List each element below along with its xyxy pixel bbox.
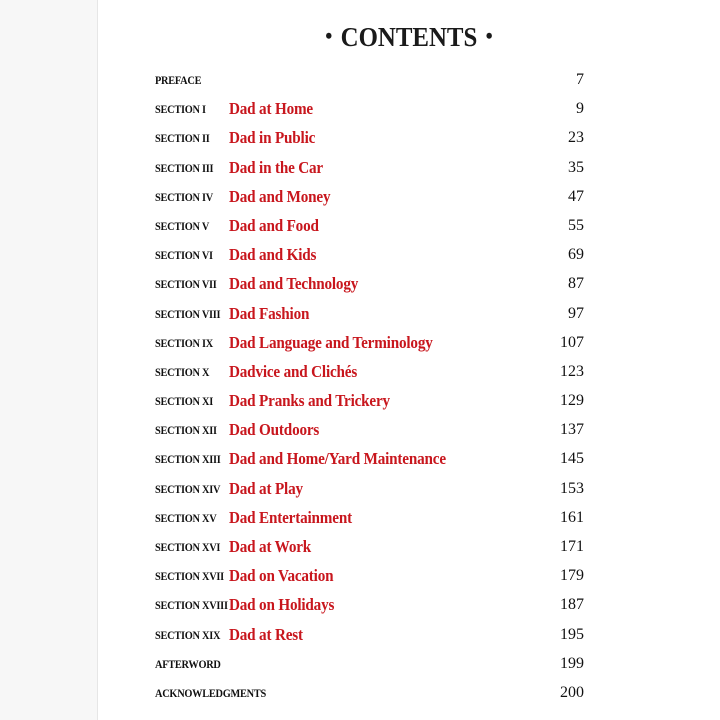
toc-entry	[98, 361, 720, 390]
toc-entry	[98, 507, 720, 536]
section-label: SECTION I	[155, 104, 206, 117]
section-title: Dad Outdoors	[229, 420, 320, 440]
toc-entry	[98, 594, 720, 623]
toc-entry	[98, 536, 720, 565]
section-label: SECTION III	[155, 162, 214, 175]
toc-entry	[98, 478, 720, 507]
page-number: 153	[560, 479, 584, 497]
section-label: SECTION VIII	[155, 308, 221, 321]
section-title: Dad at Home	[229, 99, 313, 119]
section-label: SECTION XIII	[155, 454, 221, 467]
toc-entry	[98, 303, 720, 332]
toc-entry	[98, 98, 720, 127]
section-label: SECTION XV	[155, 512, 217, 525]
toc-entry	[98, 448, 720, 477]
section-title: Dad Language and Terminology	[229, 332, 433, 352]
section-title: Dad in the Car	[229, 157, 323, 177]
toc-entry	[98, 127, 720, 156]
section-label: SECTION XIX	[155, 629, 221, 642]
title-bullet-left: •	[325, 23, 333, 48]
section-title: Dad and Home/Yard Maintenance	[229, 449, 446, 469]
page-title	[123, 22, 695, 53]
section-label: ACKNOWLEDGMENTS	[155, 687, 266, 700]
toc-entry	[98, 186, 720, 215]
section-label: SECTION II	[155, 133, 210, 146]
section-title: Dad at Work	[229, 537, 312, 556]
page-number: 23	[568, 129, 584, 147]
section-label: SECTION IV	[155, 191, 213, 204]
toc-entry	[98, 682, 720, 711]
page-number: 87	[568, 275, 584, 293]
section-label: SECTION VI	[155, 250, 213, 263]
toc-entry	[98, 624, 720, 653]
page-number: 145	[560, 450, 584, 468]
page-number: 9	[576, 100, 584, 118]
page-number: 7	[576, 71, 584, 88]
section-label: SECTION IX	[155, 337, 213, 350]
page-number: 171	[560, 538, 584, 555]
section-label: SECTION XVII	[155, 571, 224, 584]
section-label: AFTERWORD	[155, 658, 221, 671]
section-title: Dad Entertainment	[229, 507, 352, 527]
section-title: Dad Pranks and Trickery	[229, 391, 390, 411]
section-title: Dad in Public	[229, 128, 316, 148]
page-number: 137	[560, 421, 584, 439]
page-number: 187	[560, 596, 584, 614]
section-title: Dad on Vacation	[229, 566, 334, 586]
table-of-contents	[98, 69, 720, 711]
toc-entry	[98, 419, 720, 448]
section-label: SECTION XVI	[155, 542, 221, 554]
section-title: Dad Fashion	[229, 303, 310, 323]
section-title: Dadvice and Clichés	[229, 361, 358, 381]
contents-heading: CONTENTS	[340, 22, 478, 52]
page-number: 107	[560, 333, 584, 351]
page-number: 129	[560, 392, 584, 410]
page-number: 161	[560, 508, 584, 526]
section-label: SECTION XVIII	[155, 600, 228, 613]
section-label: SECTION V	[155, 220, 210, 233]
toc-entry	[98, 390, 720, 419]
title-bullet-right: •	[485, 23, 493, 48]
page-number: 195	[560, 625, 584, 643]
page-number: 55	[568, 216, 584, 234]
page-number: 123	[560, 362, 584, 380]
page-number: 199	[560, 654, 584, 672]
section-title: Dad at Play	[229, 478, 303, 498]
section-label: SECTION X	[155, 366, 210, 379]
page-number: 35	[568, 158, 584, 176]
section-label: SECTION XI	[155, 396, 213, 409]
toc-entry	[98, 565, 720, 594]
page-number: 179	[560, 567, 584, 585]
section-label: SECTION XIV	[155, 483, 221, 496]
book-page	[98, 0, 720, 720]
section-label: PREFACE	[155, 75, 202, 87]
section-title: Dad and Food	[229, 215, 319, 235]
page-number: 97	[568, 304, 584, 322]
section-title: Dad on Holidays	[229, 595, 335, 615]
toc-entry	[98, 69, 720, 98]
toc-entry	[98, 653, 720, 682]
section-title: Dad and Money	[229, 186, 331, 206]
page-number: 200	[560, 683, 584, 701]
section-title: Dad and Kids	[229, 245, 317, 265]
page-number: 47	[568, 187, 584, 205]
toc-entry	[98, 244, 720, 273]
section-label: SECTION VII	[155, 279, 217, 292]
section-label: SECTION XII	[155, 425, 217, 438]
toc-entry	[98, 332, 720, 361]
toc-entry	[98, 273, 720, 302]
page-number: 69	[568, 246, 584, 264]
toc-entry	[98, 157, 720, 186]
toc-entry	[98, 215, 720, 244]
section-title: Dad at Rest	[229, 624, 303, 644]
section-title: Dad and Technology	[229, 274, 359, 294]
